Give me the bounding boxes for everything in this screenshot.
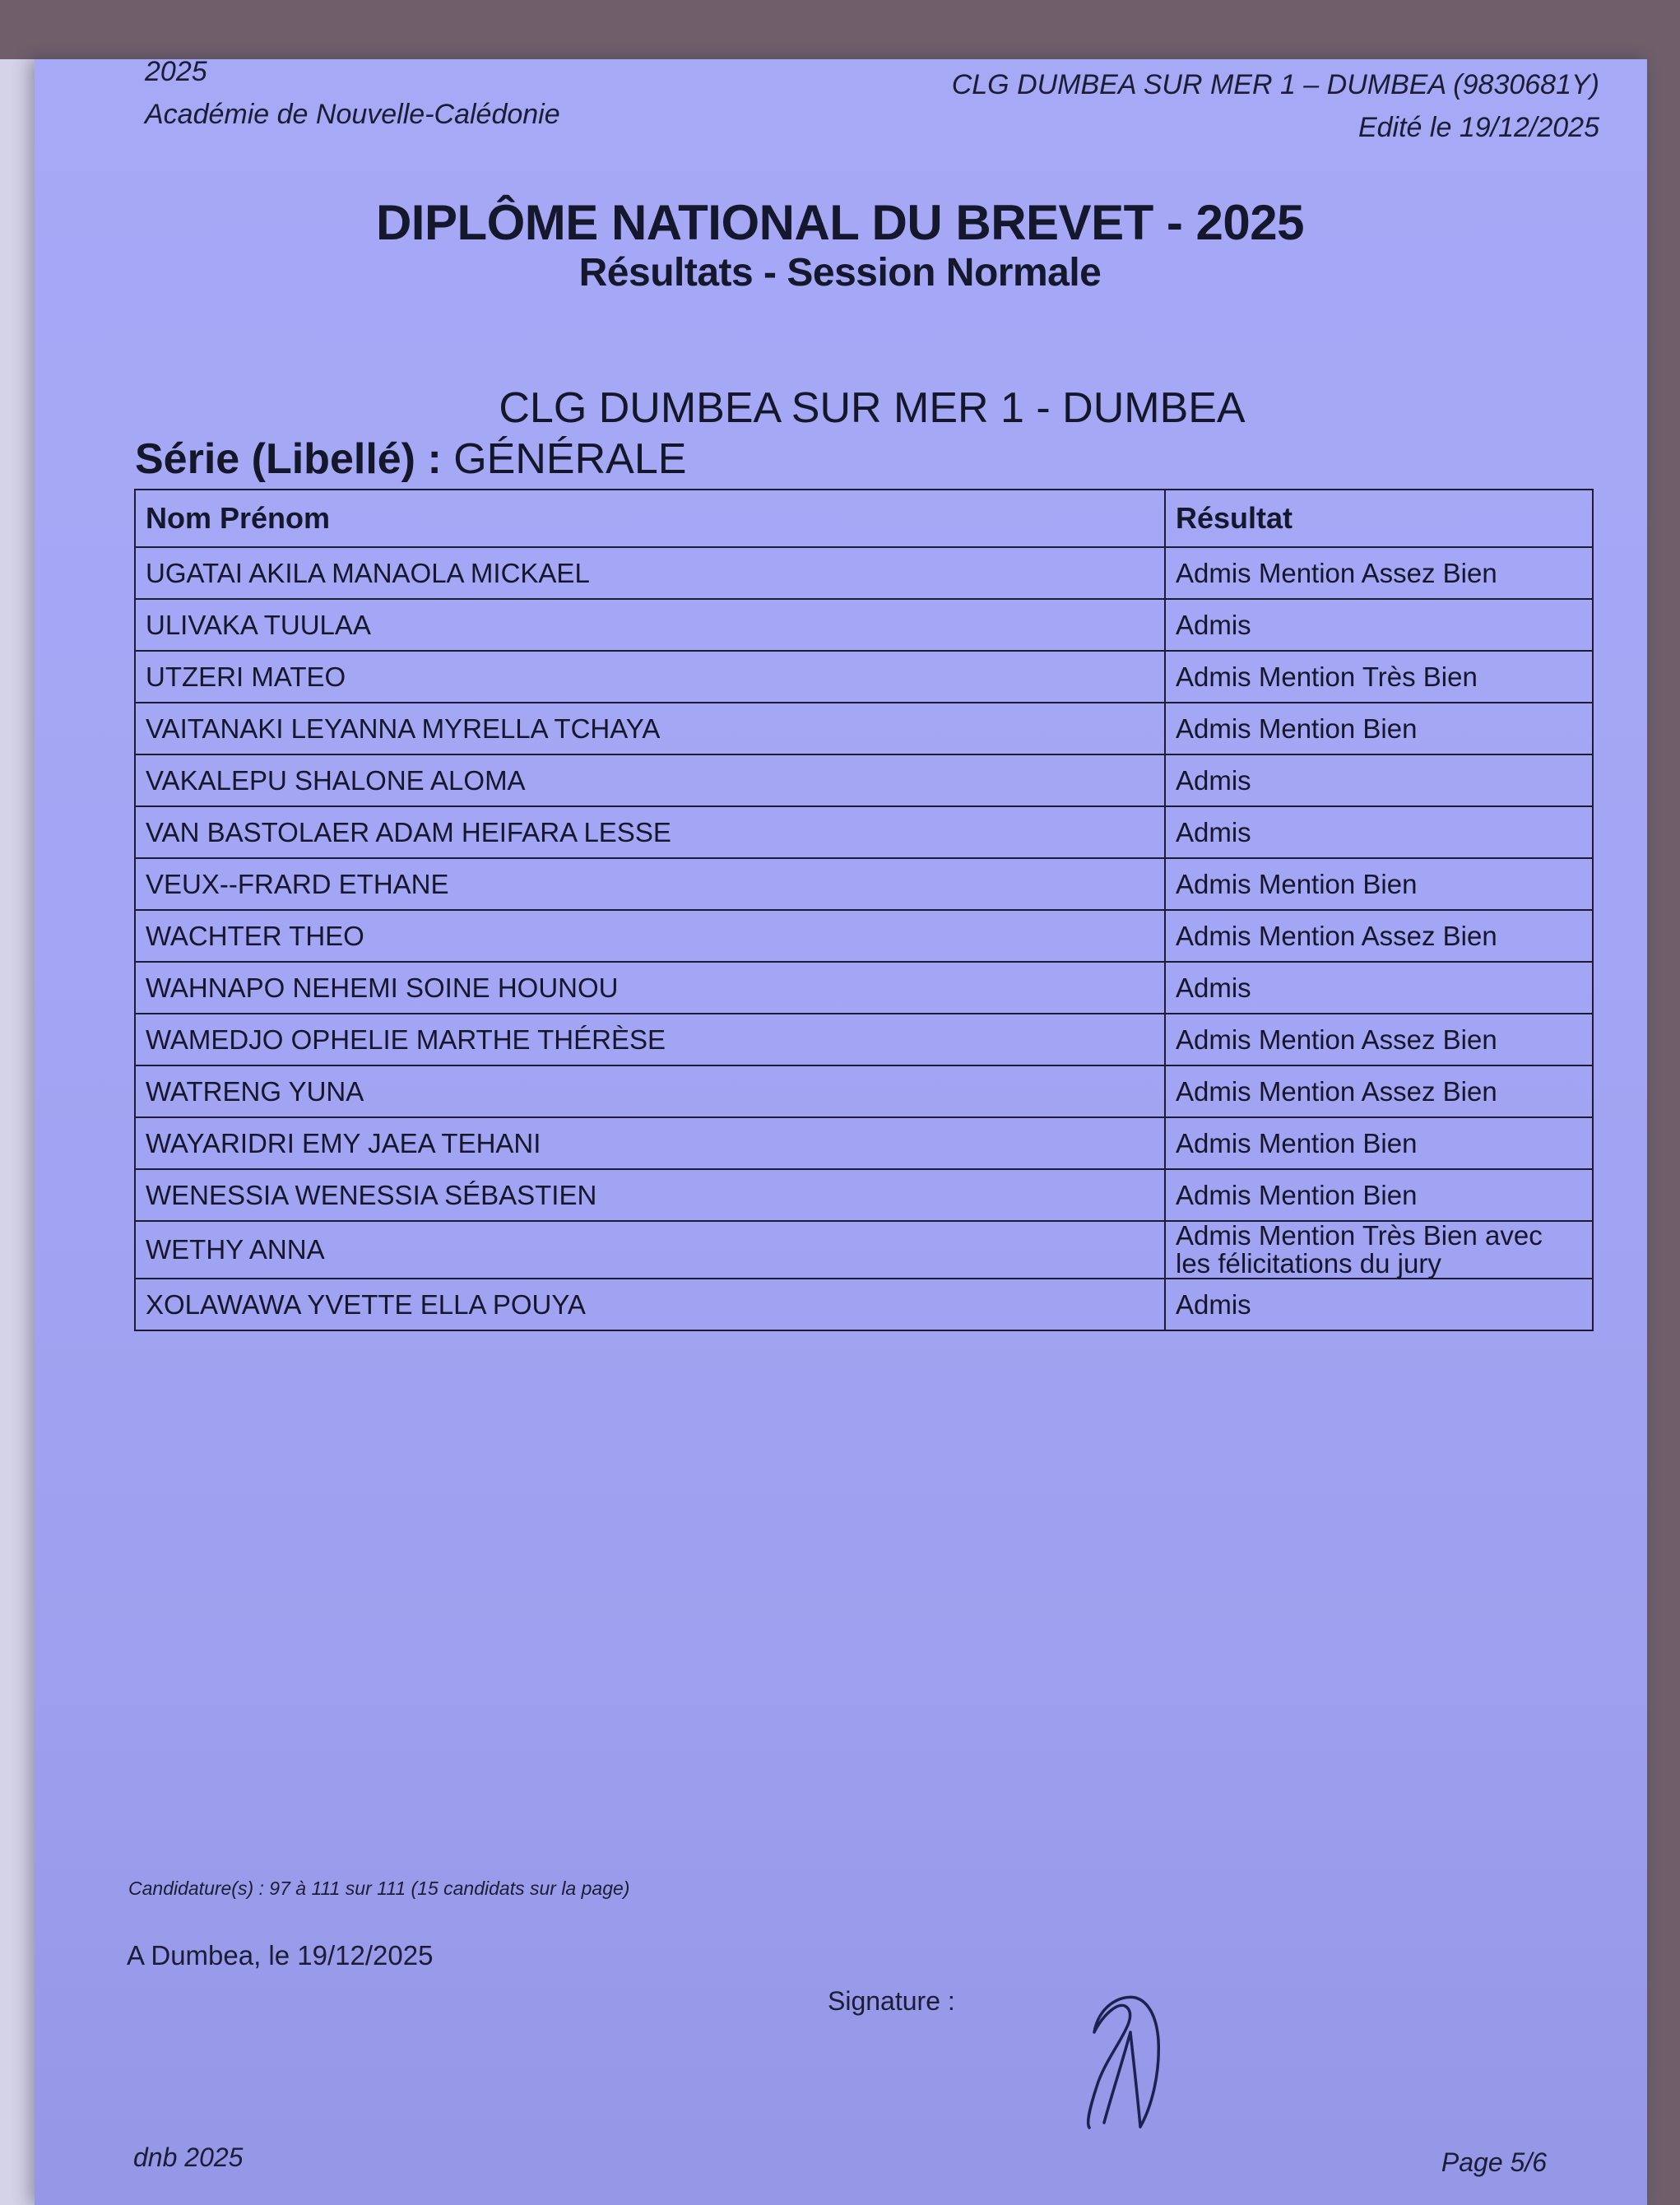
candidate-name: WENESSIA WENESSIA SÉBASTIEN [135,1169,1165,1221]
candidate-name: UGATAI AKILA MANAOLA MICKAEL [135,547,1165,599]
handwritten-signature [1061,1983,1193,2139]
serie-line [135,434,686,484]
candidate-name: VAITANAKI LEYANNA MYRELLA TCHAYA [135,703,1165,754]
table-row [135,754,1593,806]
candidate-result: Admis Mention Très Bien avec les félicitations du jury [1165,1221,1593,1279]
candidate-result: Admis [1165,599,1593,651]
header-edition-date: Edité le 19/12/2025 [1357,112,1599,143]
candidate-result: Admis [1165,806,1593,858]
column-header-name: Nom Prénom [135,490,1165,547]
page-edge [0,59,35,2205]
candidate-result: Admis Mention Assez Bien [1165,547,1593,599]
candidate-result: Admis Mention Bien [1165,1117,1593,1169]
candidate-result: Admis [1165,1279,1593,1330]
candidate-name: XOLAWAWA YVETTE ELLA POUYA [135,1279,1165,1330]
candidate-result: Admis Mention Assez Bien [1165,1065,1593,1117]
table-row [135,1065,1593,1117]
candidate-name: WACHTER THEO [135,910,1165,962]
candidate-name: VAKALEPU SHALONE ALOMA [135,754,1165,806]
column-header-result: Résultat [1165,490,1593,547]
candidate-result: Admis Mention Assez Bien [1165,910,1593,962]
header-school-code: CLG DUMBEA SUR MER 1 – DUMBEA (9830681Y) [951,69,1599,100]
header-academie: Académie de Nouvelle-Calédonie [145,99,560,130]
school-name: CLG DUMBEA SUR MER 1 - DUMBEA [499,384,1246,432]
results-table [134,489,1594,1331]
signature-label: Signature : [828,1986,955,2016]
table-header-row [135,490,1593,547]
table-row [135,599,1593,651]
candidate-name: WAHNAPO NEHEMI SOINE HOUNOU [135,962,1165,1014]
table-row [135,962,1593,1014]
table-row [135,1014,1593,1065]
table-row [135,1279,1593,1330]
candidate-name: WAYARIDRI EMY JAEA TEHANI [135,1117,1165,1169]
candidate-result: Admis Mention Très Bien [1165,651,1593,703]
candidate-name: WATRENG YUNA [135,1065,1165,1117]
candidate-name: VEUX--FRARD ETHANE [135,858,1165,910]
table-row [135,1221,1593,1279]
document-title: DIPLÔME NATIONAL DU BREVET - 2025 [375,195,1305,250]
table-row [135,858,1593,910]
candidate-result: Admis Mention Assez Bien [1165,1014,1593,1065]
candidate-name: ULIVAKA TUULAA [135,599,1165,651]
candidate-result: Admis Mention Bien [1165,1169,1593,1221]
candidate-result: Admis Mention Bien [1165,703,1593,754]
table-row [135,1169,1593,1221]
candidate-name: VAN BASTOLAER ADAM HEIFARA LESSE [135,806,1165,858]
page-number: Page 5/6 [1441,2147,1547,2177]
table-row [135,910,1593,962]
table-row [135,651,1593,703]
candidate-result: Admis [1165,962,1593,1014]
serie-value: GÉNÉRALE [453,435,687,483]
place-date: A Dumbea, le 19/12/2025 [127,1940,434,1971]
table-row [135,703,1593,754]
candidate-name: WETHY ANNA [135,1221,1165,1279]
candidature-count: Candidature(s) : 97 à 111 sur 111 (15 candidats sur la page) [128,1878,630,1899]
table-row [135,547,1593,599]
serie-label: Série (Libellé) : [135,435,442,483]
document-subtitle: Résultats - Session Normale [578,251,1102,295]
header-year: 2025 [145,56,207,87]
candidate-result: Admis [1165,754,1593,806]
table-row [135,806,1593,858]
table-row [135,1117,1593,1169]
candidate-name: WAMEDJO OPHELIE MARTHE THÉRÈSE [135,1014,1165,1065]
candidate-result: Admis Mention Bien [1165,858,1593,910]
candidate-name: UTZERI MATEO [135,651,1165,703]
footer-left: dnb 2025 [133,2142,244,2172]
